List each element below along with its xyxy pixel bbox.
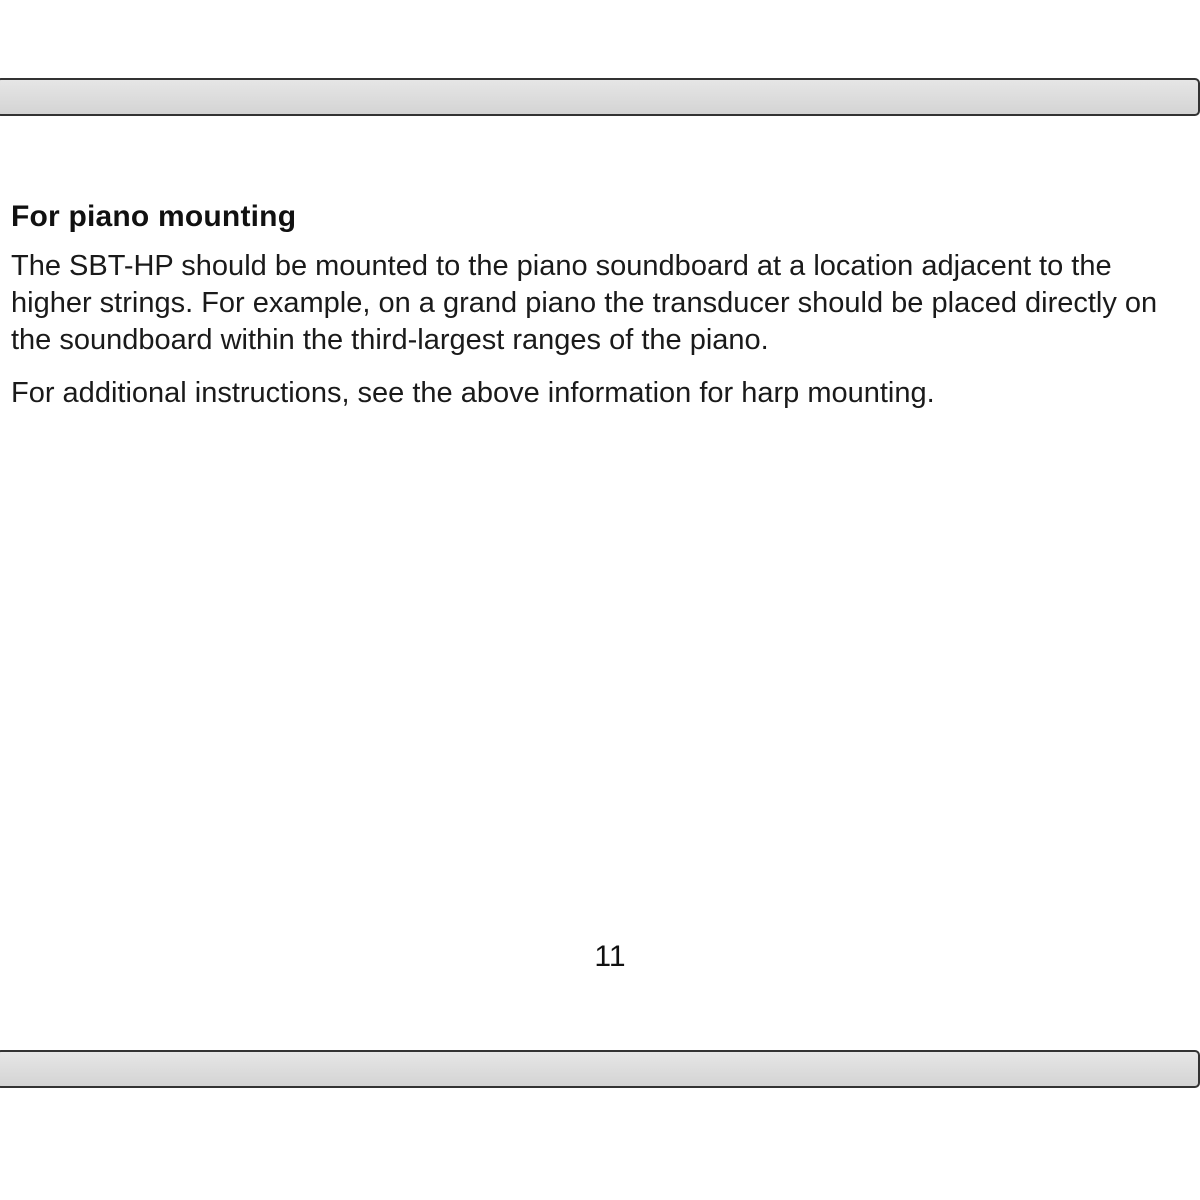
top-divider-bar [0, 78, 1200, 116]
page-content [11, 200, 1191, 412]
bottom-divider-bar [0, 1050, 1200, 1088]
body-paragraph-mounting-location: The SBT-HP should be mounted to the piano soundboard at a location adjacent to the higher strings. For example, on a grand piano the transducer should be placed directly on the soundboard within the third-largest ranges of the piano. [11, 250, 1158, 356]
body-paragraph-additional-instructions: For additional instructions, see the above information for harp mounting. [11, 377, 935, 409]
page-number: 11 [594, 940, 626, 973]
section-heading: For piano mounting [11, 200, 297, 233]
